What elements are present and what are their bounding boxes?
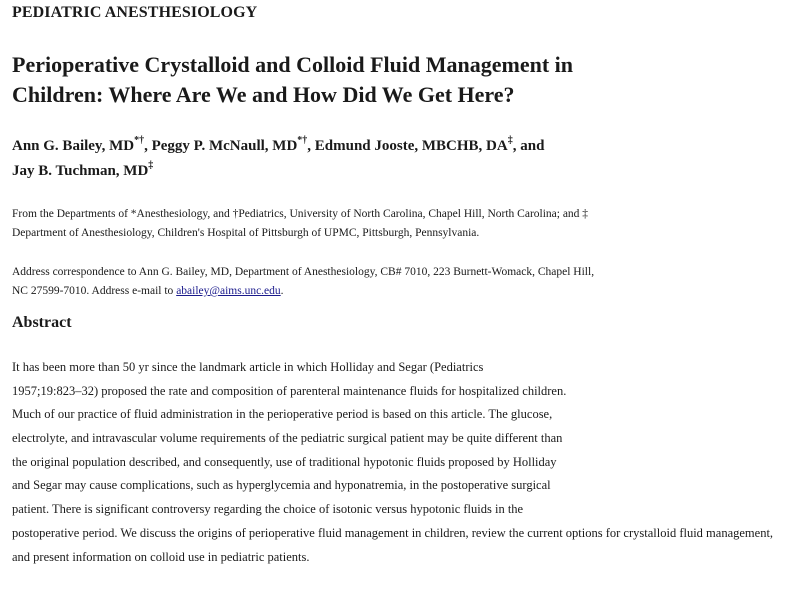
address-end: . — [280, 285, 284, 297]
abstract-line: electrolyte, and intravascular volume requirements of the pediatric surgical patient may be quite different than — [12, 431, 563, 446]
author-separator: , — [144, 138, 152, 154]
abstract-line: and Segar may cause complications, such as hyperglycemia and hyponatremia, in the postoperative surgical — [12, 478, 551, 493]
author-affiliation-mark: *† — [297, 135, 308, 146]
author-affiliation-mark: ‡ — [507, 135, 513, 146]
abstract-line: 1957;19:823–32) proposed the rate and composition of parenteral maintenance fluids for hospitalized children. — [12, 383, 567, 398]
author-name: Ann G. Bailey, MD — [12, 138, 135, 154]
address-text: Address correspondence to Ann G. Bailey, MD, Department of Anesthesiology, CB# 7010, 223 Burnett-Womack, Chapel Hill, NC 27599-7010. Address e-mail to — [12, 266, 595, 297]
author-affiliation-mark: ‡ — [148, 160, 154, 171]
author-separator: , — [307, 138, 315, 154]
correspondence-address — [12, 263, 612, 301]
abstract-heading: Abstract — [12, 314, 72, 331]
abstract-line: patient. There is significant controversy regarding the choice of isotonic versus hypotonic fluids in the — [12, 502, 524, 517]
abstract-body — [12, 356, 800, 569]
author-affiliation-mark: *† — [134, 135, 145, 146]
author-list — [12, 134, 612, 184]
article-title: Perioperative Crystalloid and Colloid Fluid Management in Children: Where Are We and How Did We Get Here? — [12, 52, 573, 107]
author-separator: , and — [512, 138, 545, 154]
abstract-line: and present information on colloid use in pediatric patients. — [12, 549, 310, 564]
section-label: PEDIATRIC ANESTHESIOLOGY — [12, 4, 258, 21]
affiliation-note: From the Departments of *Anesthesiology, and †Pediatrics, University of North Carolina, Chapel Hill, North Carolina; and ‡ Department of Anesthesiology, Children's Hospital of Pittsburgh of UPMC, Pittsburgh, Pennsylvania. — [12, 208, 589, 239]
abstract-line: postoperative period. We discuss the origins of perioperative fluid management in children, review the current options for crystalloid fluid management, — [12, 525, 774, 540]
email-link[interactable]: abailey@aims.unc.edu — [176, 285, 281, 297]
abstract-line: It has been more than 50 yr since the landmark article in which Holliday and Segar (Pediatrics — [12, 360, 484, 374]
abstract-line: the original population described, and consequently, use of traditional hypotonic fluids proposed by Holliday — [12, 454, 557, 469]
author-name: Jay B. Tuchman, MD — [12, 163, 149, 179]
abstract-line: Much of our practice of fluid administration in the perioperative period is based on this article. The glucose, — [12, 407, 553, 422]
author-name: Edmund Jooste, MBCHB, DA — [314, 138, 508, 154]
author-name: Peggy P. McNaull, MD — [151, 138, 298, 154]
